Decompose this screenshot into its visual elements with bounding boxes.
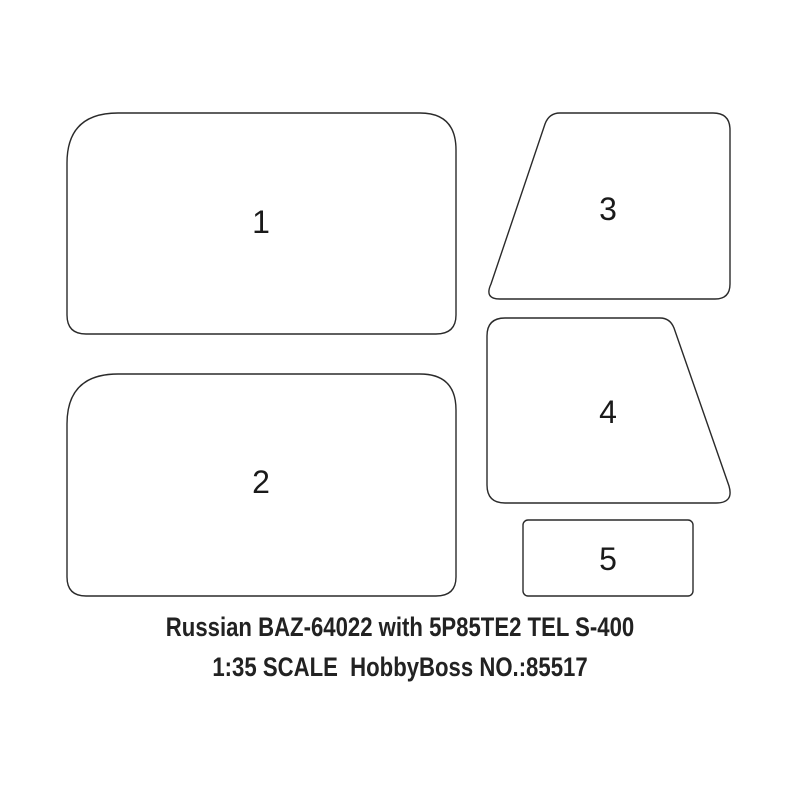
part-3-number: 3 xyxy=(599,191,617,227)
part-5-number: 5 xyxy=(599,541,617,577)
part-1-number: 1 xyxy=(252,204,270,240)
part-2-number: 2 xyxy=(252,464,270,500)
part-4-number: 4 xyxy=(599,394,617,430)
part-3 xyxy=(489,113,730,299)
part-4 xyxy=(487,318,730,503)
caption-scale-and-catalog-number: 1:35 SCALE HobbyBoss NO.:85517 xyxy=(212,652,588,682)
part-2 xyxy=(67,374,456,596)
part-5 xyxy=(523,520,693,596)
part-1 xyxy=(67,113,456,334)
caption-title: Russian BAZ-64022 with 5P85TE2 TEL S-400 xyxy=(165,612,635,642)
